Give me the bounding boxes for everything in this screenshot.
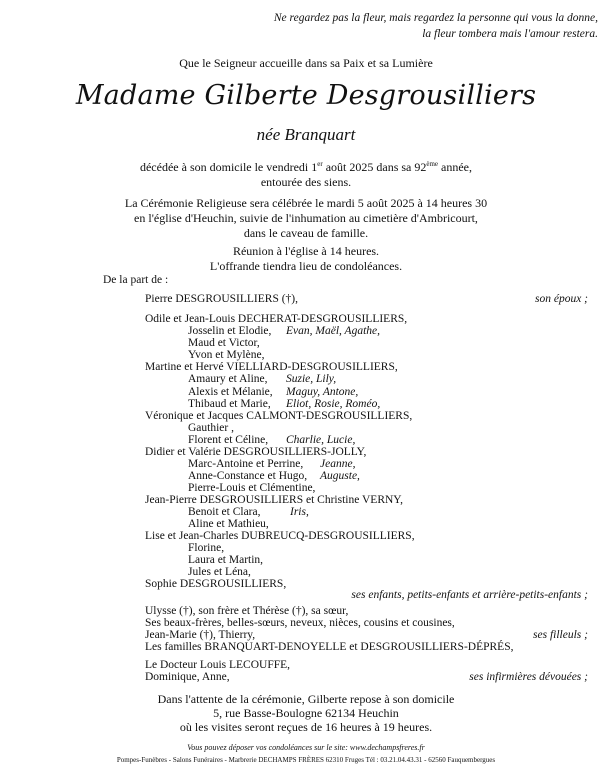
death-text-a: décédée à son domicile le vendredi 1 bbox=[139, 160, 318, 174]
child-4: Didier et Valérie DESGROUSILLIERS-JOLLY, bbox=[145, 446, 367, 458]
death-sup-2: ème bbox=[426, 160, 439, 168]
death-sup-1: er bbox=[317, 160, 323, 168]
grandchild: Maud et Victor, bbox=[188, 337, 260, 349]
child-3: Véronique et Jacques CALMONT-DESGROUSILLIERS, bbox=[145, 410, 413, 422]
grandchild: Florent et Céline, bbox=[188, 434, 269, 446]
blessing: Que le Seigneur accueille dans sa Paix et sa Lumière bbox=[179, 56, 433, 70]
godchildren: Jean-Marie (†), Thierry, bbox=[145, 629, 256, 641]
death-text-c: année, bbox=[438, 160, 473, 174]
doctor: Le Docteur Louis LECOUFFE, bbox=[145, 659, 291, 671]
gathering-line-2: L'offrande tiendra lieu de condoléances. bbox=[209, 259, 403, 273]
grandchild: Amaury et Aline, bbox=[188, 373, 268, 385]
in-laws: Ses beaux-frères, belles-sœurs, neveux, nièces, cousins et cousines, bbox=[145, 617, 455, 629]
child-2: Martine et Hervé VIELLIARD-DESGROUSILLIERS, bbox=[145, 361, 398, 373]
grandchild: Yvon et Mylène, bbox=[188, 349, 265, 361]
great-grandchildren: Charlie, Lucie, bbox=[286, 434, 356, 446]
great-grandchildren: Maguy, Antone, bbox=[286, 386, 359, 398]
nurses-role: ses infirmières dévouées ; bbox=[469, 671, 588, 683]
death-text-b: août 2025 dans sa 92 bbox=[322, 160, 427, 174]
great-grandchildren: Suzie, Lily, bbox=[286, 373, 337, 385]
death-line-1 bbox=[0, 160, 612, 175]
grandchild: Benoit et Clara, bbox=[188, 506, 261, 518]
grandchild: Alexis et Mélanie, bbox=[188, 386, 273, 398]
spouse-role: son époux ; bbox=[534, 293, 588, 305]
ceremony-line-3: dans le caveau de famille. bbox=[243, 226, 369, 240]
footer-website: Vous pouvez déposer vos condoléances sur le site: www.dechampsfreres.fr bbox=[187, 743, 425, 752]
from-label: De la part de : bbox=[103, 274, 169, 286]
deceased-name: Madame Gilberte Desgrousilliers bbox=[75, 80, 537, 111]
spouse: Pierre DESGROUSILLIERS (†), bbox=[145, 293, 298, 305]
child-1: Odile et Jean-Louis DECHERAT-DESGROUSILLIERS, bbox=[145, 313, 408, 325]
footer-company: Pompes-Funèbres - Salons Funéraires - Marbrerie DECHAMPS FRÈRES 62310 Fruges Tél : 03.21.04.43.31 - 62560 Fauquembergues bbox=[116, 756, 496, 764]
families: Les familles BRANQUART-DENOYELLE et DESGROUSILLIERS-DÉPRÉS, bbox=[145, 641, 514, 653]
grandchild: Josselin et Elodie, bbox=[188, 325, 272, 337]
great-grandchildren: Jeanne, bbox=[320, 458, 356, 470]
grandchild: Thibaud et Marie, bbox=[188, 398, 271, 410]
grandchild: Laura et Martin, bbox=[188, 554, 264, 566]
rest-line-1: Dans l'attente de la cérémonie, Gilberte repose à son domicile bbox=[157, 692, 455, 706]
grandchild: Gauthier , bbox=[188, 422, 234, 434]
grandchild: Marc-Antoine et Perrine, bbox=[188, 458, 304, 470]
grandchild: Pierre-Louis et Clémentine, bbox=[188, 482, 316, 494]
gathering-line-1: Réunion à l'église à 14 heures. bbox=[232, 244, 380, 258]
death-line-2: entourée des siens. bbox=[260, 175, 352, 189]
children-role: ses enfants, petits-enfants et arrière-petits-enfants ; bbox=[351, 589, 588, 601]
rest-line-3: où les visites seront reçues de 16 heures à 19 heures. bbox=[179, 720, 433, 734]
quote-line-2: la fleur tombera mais l'amour restera. bbox=[422, 28, 598, 40]
great-grandchildren: Evan, Maël, Agathe, bbox=[286, 325, 380, 337]
great-grandchildren: Auguste, bbox=[320, 470, 360, 482]
maiden-name: née Branquart bbox=[256, 125, 356, 144]
grandchild: Florine, bbox=[188, 542, 225, 554]
rest-line-2: 5, rue Basse-Boulogne 62134 Heuchin bbox=[213, 706, 399, 720]
child-6: Lise et Jean-Charles DUBREUCQ-DESGROUSILLIERS, bbox=[145, 530, 415, 542]
godchildren-role: ses filleuls ; bbox=[533, 629, 588, 641]
grandchild: Anne-Constance et Hugo, bbox=[188, 470, 308, 482]
quote-line-1: Ne regardez pas la fleur, mais regardez la personne qui vous la donne, bbox=[273, 12, 598, 24]
grandchild: Jules et Léna, bbox=[188, 566, 251, 578]
child-7: Sophie DESGROUSILLIERS, bbox=[145, 578, 287, 590]
great-grandchildren: Iris, bbox=[290, 506, 309, 518]
great-grandchildren: Eliot, Rosie, Roméo, bbox=[286, 398, 381, 410]
ceremony-line-2: en l'église d'Heuchin, suivie de l'inhumation au cimetière d'Ambricourt, bbox=[134, 211, 478, 225]
child-5: Jean-Pierre DESGROUSILLIERS et Christine VERNY, bbox=[145, 494, 403, 506]
grandchild: Aline et Mathieu, bbox=[188, 518, 269, 530]
ceremony-line-1: La Cérémonie Religieuse sera célébrée le mardi 5 août 2025 à 14 heures 30 bbox=[124, 196, 488, 210]
siblings: Ulysse (†), son frère et Thérèse (†), sa sœur, bbox=[145, 605, 349, 617]
nurses: Dominique, Anne, bbox=[145, 671, 230, 683]
